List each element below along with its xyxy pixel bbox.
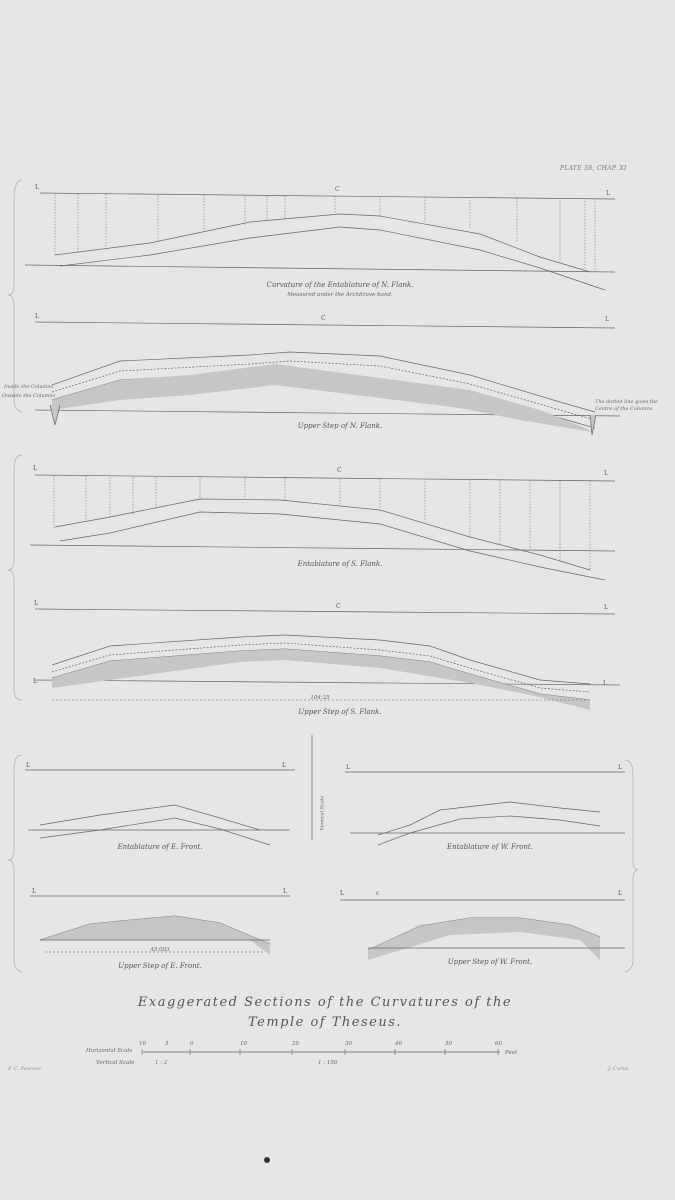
marker-l: L (346, 764, 350, 771)
scale-tick: 0 (190, 1041, 194, 1047)
horizontal-scale-label: Horizontal Scale (86, 1048, 133, 1054)
marker-l: L (35, 184, 39, 191)
scale-unit: Feet (505, 1050, 518, 1056)
caption-s-flank-upper-step: Upper Step of S. Flank. (298, 708, 382, 716)
scale-tick: 10 (139, 1041, 146, 1047)
caption-e-front-entablature: Entablature of E. Front. (117, 843, 203, 851)
marker-l: L (33, 678, 37, 685)
marker-l: L (32, 888, 36, 895)
credit-engraver: J. Curtis (608, 1066, 629, 1072)
marker-l: L (603, 680, 607, 687)
subcaption-n-flank-entablature: Measured under the Architrave band. (287, 292, 393, 298)
caption-s-flank-entablature: Entablature of S. Flank. (297, 560, 383, 568)
marker-c: C (337, 467, 342, 474)
marker-c: C (336, 603, 341, 610)
caption-w-front-entablature: Entablature of W. Front. (447, 843, 533, 851)
vertical-ratio: 1 : 2 (155, 1060, 168, 1066)
scale-tick: 10 (240, 1041, 247, 1047)
plate-title-line2: Temple of Theseus. (247, 1015, 403, 1030)
scale-tick: 30 (345, 1041, 352, 1047)
marker-l: L (282, 762, 286, 769)
scale-tick: 60 (495, 1041, 502, 1047)
scale-tick: 5 (165, 1041, 169, 1047)
credit-draughtsman: F. C. Penrose (8, 1066, 41, 1072)
length-s-flank: 104·25 (310, 695, 330, 701)
note-dotted-line: The dotted line gives the (595, 399, 658, 405)
caption-n-flank-upper-step: Upper Step of N. Flank. (297, 422, 383, 430)
marker-l: L (26, 762, 30, 769)
marker-l: L (35, 313, 39, 320)
length-e-front: 45·093 (150, 947, 170, 953)
note-dotted-line-2: Centre of the Columns (595, 406, 653, 412)
marker-l: L (605, 316, 609, 323)
marker-l: L (340, 890, 344, 897)
marker-l: L (606, 190, 610, 197)
marker-c: C (335, 186, 340, 193)
marker-l: L (34, 600, 38, 607)
marker-l: L (618, 890, 622, 897)
scale-tick: 50 (445, 1041, 452, 1047)
caption-w-front-upper-step: Upper Step of W. Front. (447, 958, 533, 966)
vertical-scale-text: Vertical Scale (96, 1060, 135, 1066)
marker-c: c (376, 890, 380, 897)
plate-title-line1: Exaggerated Sections of the Curvatures of the (137, 995, 513, 1010)
marker-l: L (33, 465, 37, 472)
scale-tick: 40 (395, 1041, 402, 1047)
caption-e-front-upper-step: Upper Step of E. Front. (118, 962, 202, 970)
marker-l: L (604, 604, 608, 611)
plate-number: PLATE 38, CHAP. XI (560, 165, 627, 172)
marker-l: L (283, 888, 287, 895)
marker-l: L (604, 470, 608, 477)
marker-c: C (321, 315, 326, 322)
caption-n-flank-entablature: Curvature of the Entablature of N. Flank. (266, 281, 414, 289)
horizontal-ratio: 1 : 150 (318, 1060, 338, 1066)
scale-tick: 20 (292, 1041, 299, 1047)
marker-l: L (618, 764, 622, 771)
note-inside-columns: Inside the Columns (4, 384, 54, 390)
vertical-scale-label: Vertical Scale (319, 795, 326, 831)
note-outside-columns: Outside the Columns (2, 393, 56, 399)
